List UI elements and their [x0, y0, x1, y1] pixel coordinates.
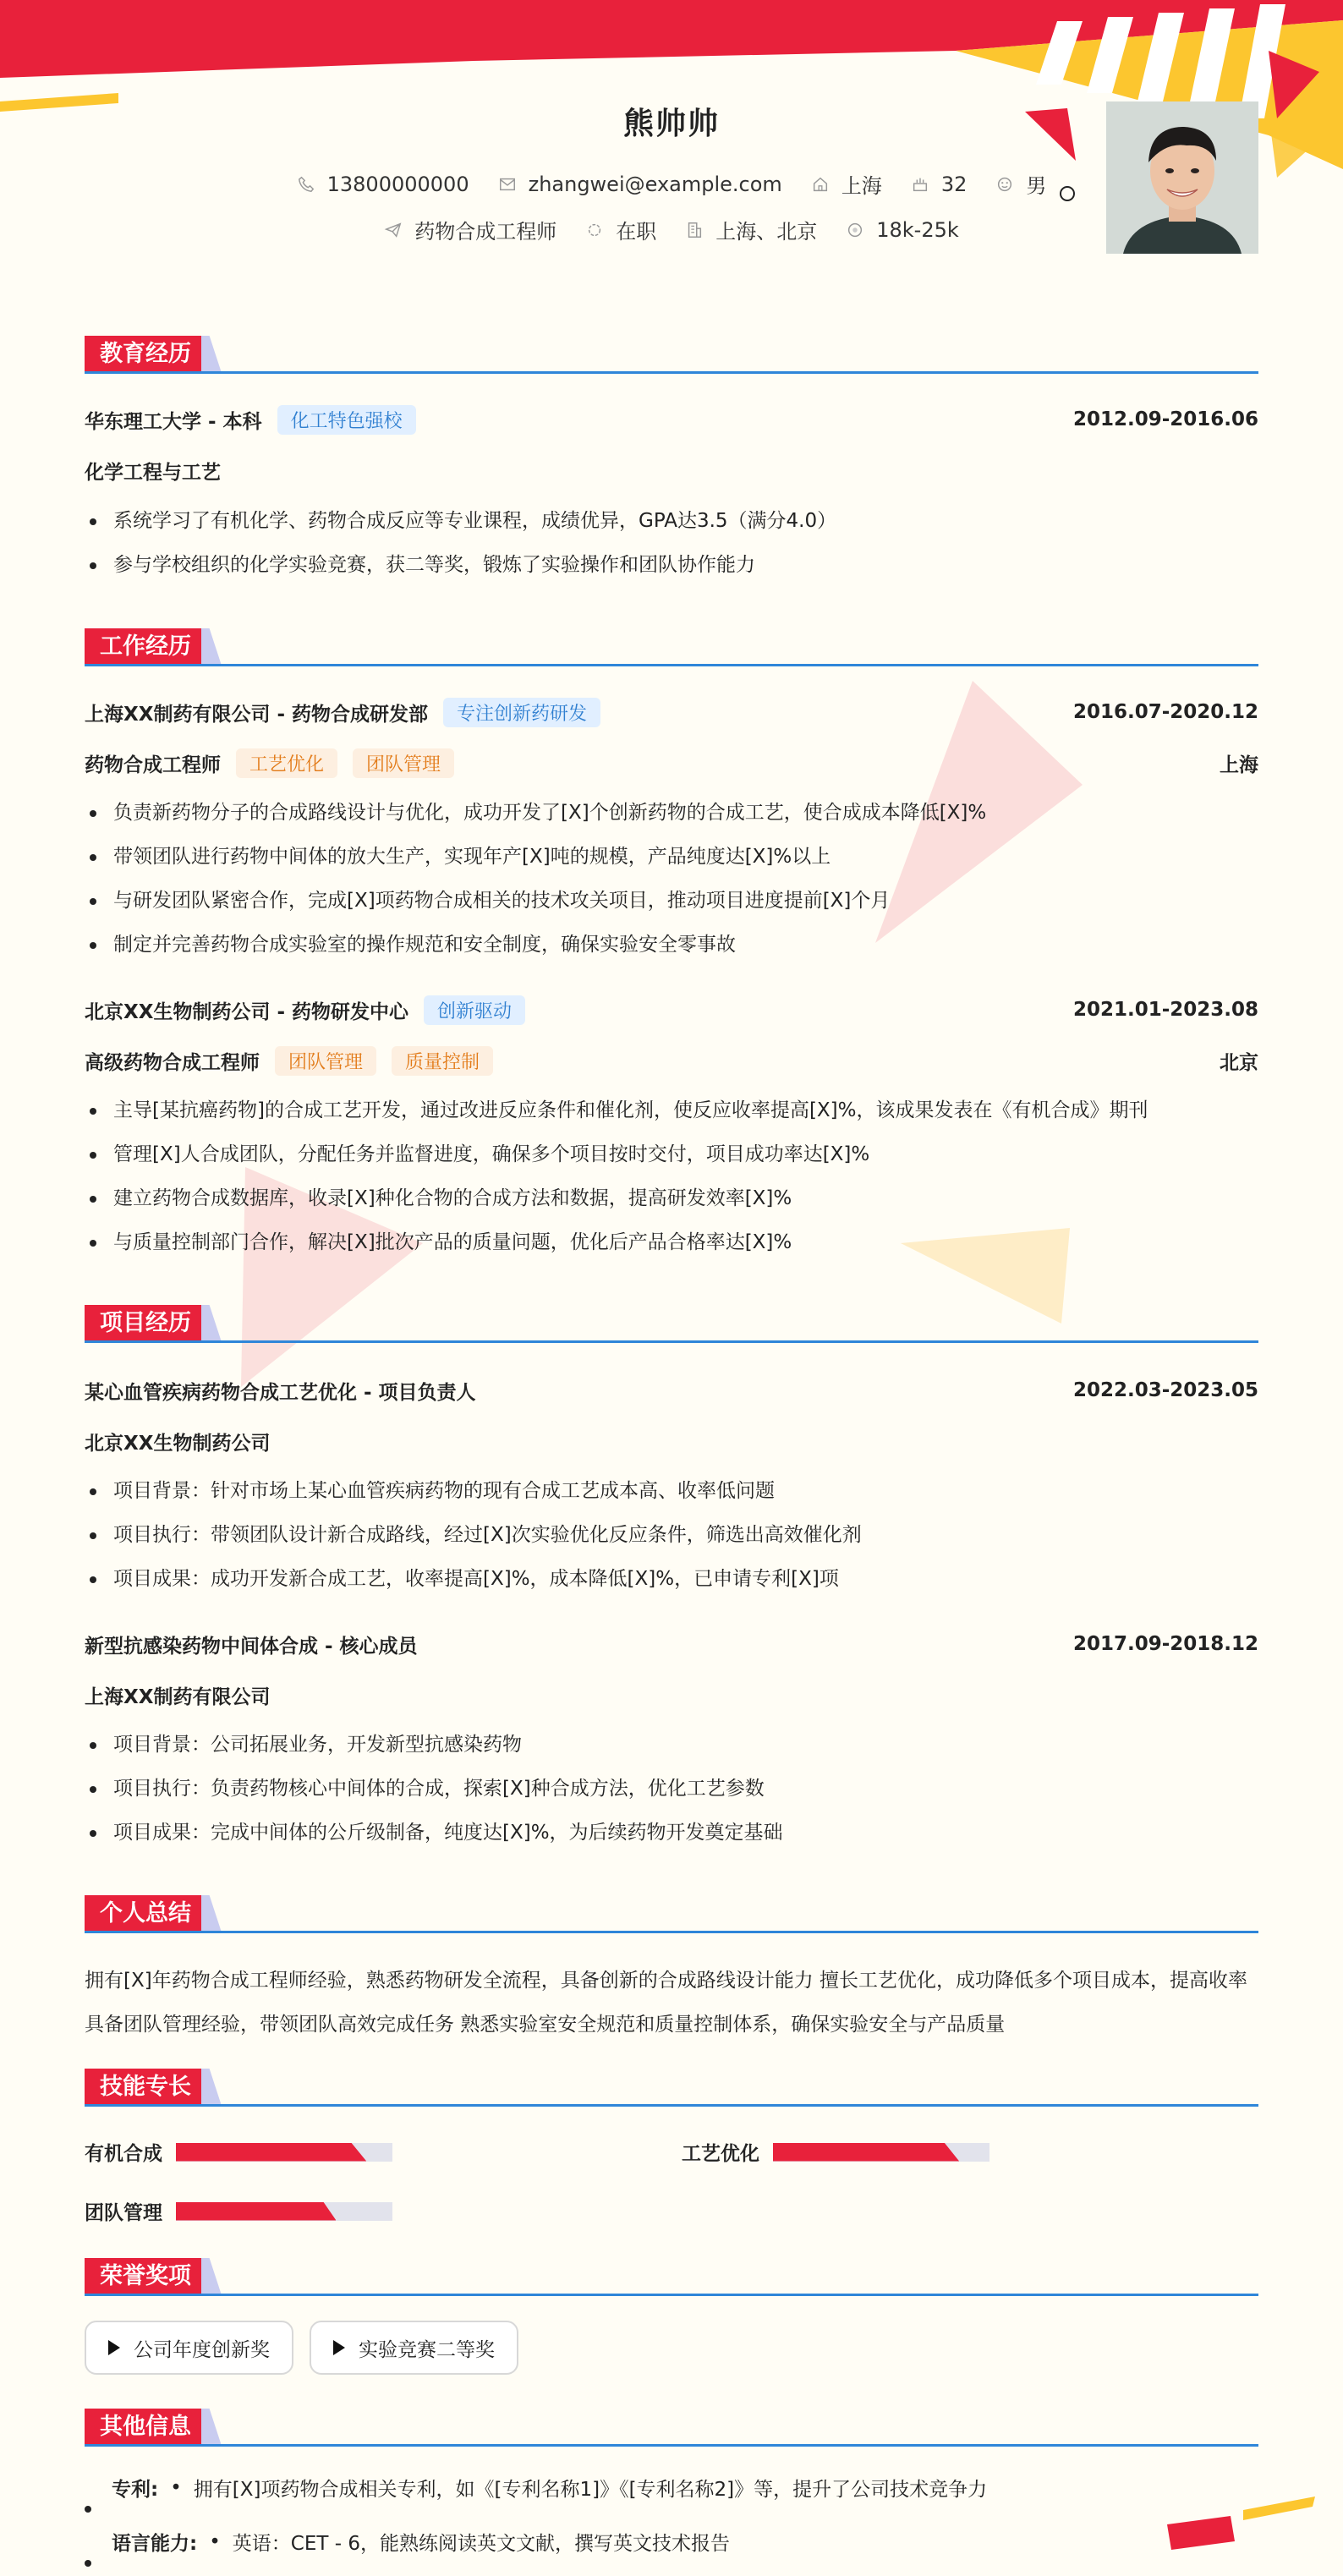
section-divider [85, 664, 1258, 666]
section-heading: 工作经历 [85, 628, 206, 666]
gender-info [995, 169, 1046, 199]
project-org: 北京XX生物制药公司 [85, 1432, 271, 1455]
section-heading: 项目经历 [85, 1305, 206, 1342]
list-item: 系统学习了有机化学、药物合成反应等专业课程，成绩优异，GPA达3.5（满分4.0） [85, 499, 1258, 543]
other-label: 语言能力: [112, 2533, 198, 2555]
company-tag: 创新驱动 [424, 995, 525, 1025]
list-item: 项目执行：带领团队设计新合成路线，经过[X]次实验优化反应条件，筛选出高效催化剂 [85, 1513, 1258, 1557]
salary-info [846, 215, 959, 244]
skills-section-title [85, 2069, 1258, 2106]
project-date: 2022.03-2023.05 [1072, 1379, 1258, 1401]
project-org: 上海XX制药有限公司 [85, 1685, 271, 1708]
section-heading: 荣誉奖项 [85, 2258, 206, 2295]
section-divider [85, 371, 1258, 374]
send-icon [384, 221, 403, 239]
role-tag: 团队管理 [275, 1046, 376, 1076]
major-row [85, 453, 1258, 487]
list-item: 项目背景：针对市场上某心血管疾病药物的现有合成工艺成本高、收率低问题 [85, 1469, 1258, 1513]
section-divider [85, 2444, 1258, 2447]
list-item: 项目背景：公司拓展业务，开发新型抗感染药物 [85, 1723, 1258, 1767]
project-org-row [85, 1678, 1258, 1712]
skill-name: 团队管理 [85, 2202, 162, 2224]
job-role: 药物合成工程师 [85, 754, 221, 776]
skill-name: 工艺优化 [682, 2143, 759, 2165]
education-bullets [85, 499, 1258, 587]
award-name: 公司年度创新奖 [134, 2338, 270, 2361]
heading-tail-decoration [201, 2258, 222, 2295]
skill-bar [176, 2143, 392, 2162]
education-header-row [85, 403, 1258, 436]
building-icon [685, 221, 704, 239]
section-divider [85, 2294, 1258, 2296]
cake-icon [911, 175, 929, 194]
job-header-row [85, 993, 1258, 1027]
award-badge [85, 2321, 293, 2375]
list-item: 项目成果：完成中间体的公斤级制备，纯度达[X]%，为后续药物开发奠定基础 [85, 1811, 1258, 1855]
list-item: 制定并完善药物合成实验室的操作规范和安全制度，确保实验安全零事故 [85, 923, 1258, 967]
job-date: 2016.07-2020.12 [1072, 701, 1258, 723]
work-section-title [85, 628, 1258, 666]
other-label: 专利: [112, 2479, 159, 2501]
education-section-title [85, 336, 1258, 373]
section-divider [85, 2104, 1258, 2107]
play-icon [108, 2340, 120, 2355]
avatar [1106, 101, 1258, 254]
work-city-text: 上海、北京 [715, 220, 818, 244]
phone-info [297, 169, 469, 199]
skill-bar-fill [176, 2202, 336, 2221]
skill-bar-fill [176, 2143, 366, 2162]
job-date: 2021.01-2023.08 [1072, 999, 1258, 1021]
other-text: 英语：CET - 6，能熟练阅读英文文献，撰写英文技术报告 [232, 2533, 730, 2555]
email-text: zhangwei@example.com [528, 172, 782, 196]
role-tag: 工艺优化 [236, 748, 337, 778]
list-item: 与质量控制部门合作，解决[X]批次产品的质量问题，优化后产品合格率达[X]% [85, 1220, 1258, 1264]
age-info [911, 169, 968, 199]
heading-tail-decoration [201, 628, 222, 666]
awards-section-title [85, 2258, 1258, 2295]
heading-tail-decoration [201, 2069, 222, 2106]
skill-item [682, 2138, 989, 2166]
candidate-name: 熊帅帅 [622, 107, 720, 141]
location-info [811, 169, 882, 199]
phone-icon [297, 175, 315, 194]
contact-info-row [85, 169, 1258, 199]
work-city-info [685, 215, 817, 244]
summary-section-title [85, 1895, 1258, 1932]
phone-text: 13800000000 [326, 172, 469, 196]
other-section-title [85, 2409, 1258, 2446]
bullet-dot [85, 2506, 91, 2513]
list-item: 负责新药物分子的合成路线设计与优化，成功开发了[X]个创新药物的合成工艺，使合成成本降低[X]% [85, 791, 1258, 835]
list-item: 建立药物合成数据库，收录[X]种化合物的合成方法和数据，提高研发效率[X]% [85, 1176, 1258, 1220]
home-icon [811, 175, 830, 194]
heading-tail-decoration [201, 1305, 222, 1342]
job-role-row [85, 1044, 1258, 1077]
play-icon [333, 2340, 345, 2355]
job-info-row [85, 215, 1258, 244]
list-item: 带领团队进行药物中间体的放大生产，实现年产[X]吨的规模，产品纯度达[X]%以上 [85, 835, 1258, 879]
skill-name: 有机合成 [85, 2143, 162, 2165]
bullet-dot [85, 2560, 91, 2567]
heading-tail-decoration [201, 2409, 222, 2446]
company-name: 北京XX生物制药公司 - 药物研发中心 [85, 1000, 409, 1023]
email-info [498, 169, 782, 199]
school-tag: 化工特色强校 [277, 405, 416, 435]
section-heading: 其他信息 [85, 2409, 206, 2446]
job-bullets [85, 1088, 1258, 1264]
list-item: 参与学校组织的化学实验竞赛，获二等奖，锻炼了实验操作和团队协作能力 [85, 543, 1258, 587]
school-name: 华东理工大学 - 本科 [85, 410, 262, 433]
age-text: 32 [940, 172, 968, 196]
heading-tail-decoration [201, 336, 222, 373]
list-item: 管理[X]人合成团队，分配任务并监督进度，确保多个项目按时交付，项目成功率达[X]% [85, 1132, 1258, 1176]
list-item: 与研发团队紧密合作，完成[X]项药物合成相关的技术攻关项目，推动项目进度提前[X]个月 [85, 879, 1258, 923]
skill-item [85, 2197, 392, 2225]
education-date: 2012.09-2016.06 [1072, 408, 1258, 430]
project-header-row [85, 1627, 1258, 1661]
company-tag: 专注创新药研发 [443, 698, 600, 727]
list-item [112, 2528, 730, 2556]
status-icon [585, 221, 604, 239]
skill-bar [773, 2143, 989, 2162]
location-text: 上海 [841, 174, 882, 198]
project-name: 某心血管疾病药物合成工艺优化 - 项目负责人 [85, 1381, 476, 1404]
gender-text: 男 [1026, 174, 1047, 198]
company-name: 上海XX制药有限公司 - 药物合成研发部 [85, 703, 429, 726]
project-org-row [85, 1424, 1258, 1458]
major-name: 化学工程与工艺 [85, 461, 221, 484]
project-date: 2017.09-2018.12 [1072, 1633, 1258, 1655]
job-title-text: 药物合成工程师 [414, 220, 557, 244]
projects-section-title [85, 1305, 1258, 1342]
job-role: 高级药物合成工程师 [85, 1051, 260, 1074]
bullet-dot-icon: • [209, 2530, 221, 2553]
salary-text: 18k-25k [876, 217, 959, 242]
project-bullets [85, 1469, 1258, 1601]
mail-icon [498, 175, 517, 194]
heading-tail-decoration [201, 1895, 222, 1932]
bullet-dot-icon: • [170, 2476, 182, 2499]
section-heading: 个人总结 [85, 1895, 206, 1932]
list-item: 项目执行：负责药物核心中间体的合成，探索[X]种合成方法，优化工艺参数 [85, 1767, 1258, 1811]
gender-icon [995, 175, 1014, 194]
skill-item [85, 2138, 392, 2166]
job-title-info [384, 215, 556, 244]
job-bullets [85, 791, 1258, 967]
project-name: 新型抗感染药物中间体合成 - 核心成员 [85, 1635, 418, 1658]
status-info [585, 215, 656, 244]
section-divider [85, 1931, 1258, 1933]
other-text: 拥有[X]项药物合成相关专利，如《[专利名称1]》《[专利名称2]》等，提升了公司技术竞争力 [193, 2479, 988, 2501]
project-bullets [85, 1723, 1258, 1855]
role-tag: 团队管理 [353, 748, 454, 778]
award-badge [310, 2321, 518, 2375]
job-city: 上海 [1220, 754, 1258, 776]
list-item: 项目成果：成功开发新合成工艺，收率提高[X]%，成本降低[X]%，已申请专利[X]项 [85, 1557, 1258, 1601]
award-name: 实验竞赛二等奖 [359, 2338, 495, 2361]
skill-bar-fill [773, 2143, 959, 2162]
status-text: 在职 [616, 220, 657, 244]
role-tag: 质量控制 [392, 1046, 493, 1076]
section-heading: 教育经历 [85, 336, 206, 373]
job-city: 北京 [1220, 1051, 1258, 1074]
summary-text: 拥有[X]年药物合成工程师经验，熟悉药物研发全流程，具备创新的合成路线设计能力 擅长工艺优化，成功降低多个项目成本，提高收率 具备团队管理经验，带领团队高效完成任务 熟悉实验室安全规范和质量控制体系，确保实验安全与产品质量 [85, 1970, 1248, 2036]
skill-bar [176, 2202, 392, 2221]
section-divider [85, 1340, 1258, 1343]
profile-photo [1106, 101, 1258, 254]
list-item: 主导[某抗癌药物]的合成工艺开发，通过改进反应条件和催化剂，使反应收率提高[X]%，该成果发表在《有机合成》期刊 [85, 1088, 1258, 1132]
project-header-row [85, 1373, 1258, 1407]
list-item [112, 2474, 987, 2502]
section-heading: 技能专长 [85, 2069, 206, 2106]
job-header-row [85, 695, 1258, 729]
job-role-row [85, 746, 1258, 780]
coin-icon [846, 221, 864, 239]
